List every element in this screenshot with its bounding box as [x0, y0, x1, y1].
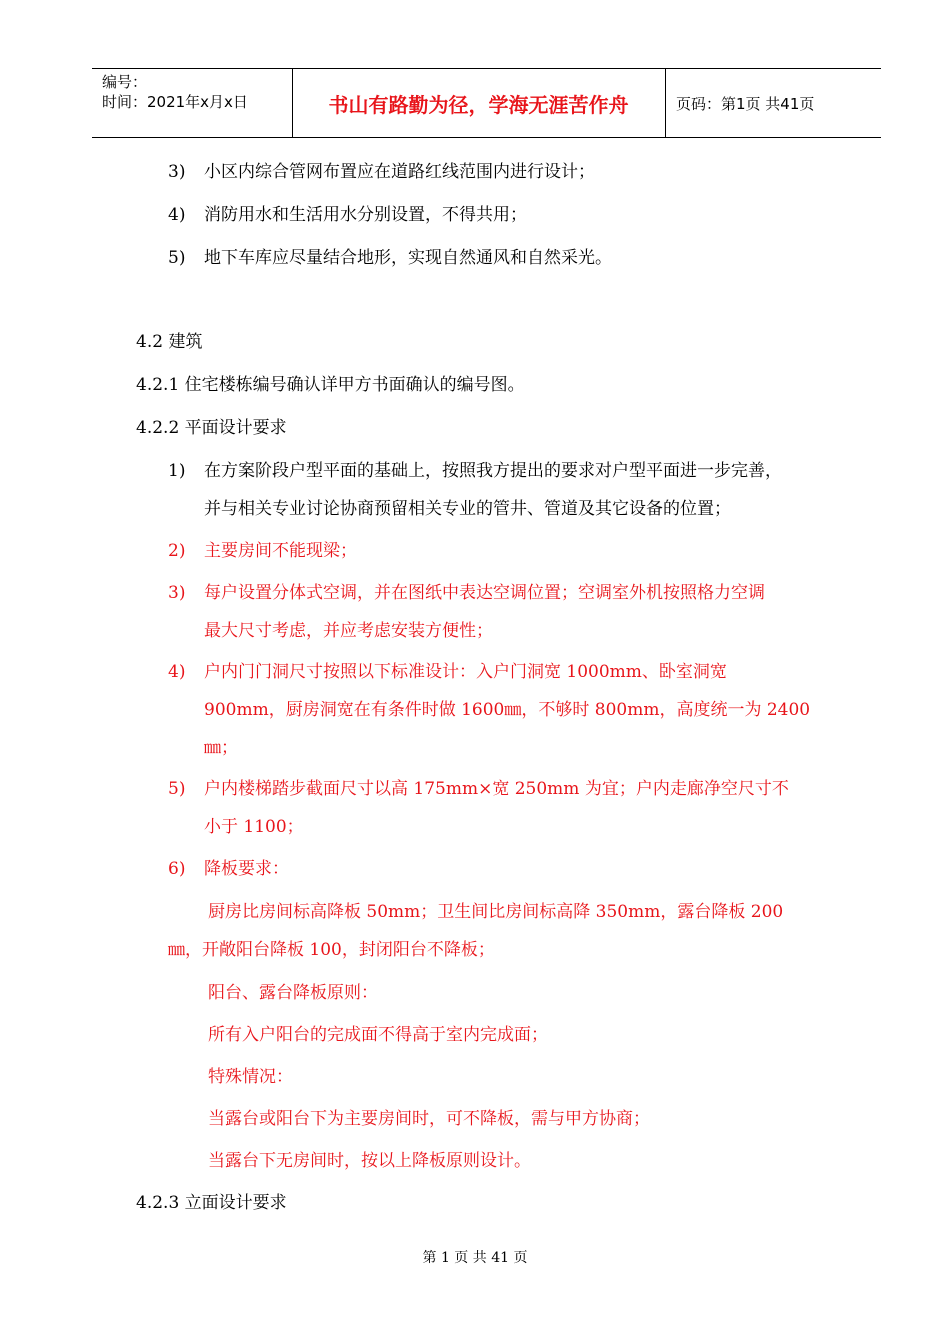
header-number-label: 编号： [102, 73, 148, 91]
list-item-number: 5) [168, 779, 186, 799]
list-item-text: 降板要求： [204, 859, 289, 879]
header-time-label: 时间：2021年x月x日 [102, 93, 248, 111]
list-item-number: 1) [168, 461, 186, 481]
page-header [92, 68, 881, 138]
page-footer: 第 1 页 共 41 页 [422, 1250, 528, 1266]
list-item-text: 地下车库应尽量结合地形，实现自然通风和自然采光。 [204, 248, 612, 268]
paragraph-line: 特殊情况： [208, 1067, 293, 1087]
list-item-text: 并与相关专业讨论协商预留相关专业的管井、管道及其它设备的位置； [204, 499, 731, 519]
list-item-text: 主要房间不能现梁； [204, 541, 357, 561]
header-motto: 书山有路勤为径，学海无涯苦作舟 [328, 93, 629, 117]
list-item-text: 户内门门洞尺寸按照以下标准设计：入户门洞宽 1000mm、卧室洞宽 [204, 662, 727, 682]
section-heading-4-2: 4.2 建筑 [136, 332, 203, 352]
list-item-number: 5) [168, 248, 186, 268]
list-item-number: 4) [168, 662, 186, 682]
header-meta [92, 69, 293, 137]
list-item-text: 900mm，厨房洞宽在有条件时做 1600㎜，不够时 800mm，高度统一为 2400 [204, 700, 811, 720]
section-heading-4-2-1: 4.2.1 住宅楼栋编号确认详甲方书面确认的编号图。 [136, 375, 525, 395]
header-page-label: 页码：第1页 共41页 [676, 95, 815, 113]
section-heading-4-2-3: 4.2.3 立面设计要求 [136, 1193, 287, 1213]
list-item-number: 3) [168, 583, 186, 603]
list-item-text: 消防用水和生活用水分别设置，不得共用； [204, 205, 527, 225]
paragraph-line: 所有入户阳台的完成面不得高于室内完成面； [208, 1025, 548, 1045]
list-item-text: 每户设置分体式空调，并在图纸中表达空调位置；空调室外机按照格力空调 [204, 583, 765, 603]
list-item-text: 户内楼梯踏步截面尺寸以高 175mm×宽 250mm 为宜；户内走廊净空尺寸不 [204, 779, 789, 799]
list-item-text: 在方案阶段户型平面的基础上，按照我方提出的要求对户型平面进一步完善， [204, 461, 782, 481]
list-item-text: 小区内综合管网布置应在道路红线范围内进行设计； [204, 162, 595, 182]
paragraph-line: 当露台或阳台下为主要房间时，可不降板，需与甲方协商； [208, 1109, 650, 1129]
paragraph-line: 当露台下无房间时，按以上降板原则设计。 [208, 1151, 531, 1171]
paragraph-line: 厨房比房间标高降板 50mm；卫生间比房间标高降 350mm，露台降板 200 [208, 902, 784, 922]
section-heading-4-2-2: 4.2.2 平面设计要求 [136, 418, 287, 438]
list-item-number: 2) [168, 541, 186, 561]
list-item-number: 4) [168, 205, 186, 225]
list-item-number: 3) [168, 162, 186, 182]
list-item-text: 最大尺寸考虑，并应考虑安装方便性； [204, 621, 493, 641]
header-page-cell [666, 69, 881, 137]
header-motto-cell [292, 69, 666, 137]
paragraph-line: 阳台、露台降板原则： [208, 983, 378, 1003]
list-item-text: 小于 1100； [204, 817, 304, 837]
list-item-text: ㎜； [204, 738, 238, 758]
paragraph-line: ㎜，开敞阳台降板 100，封闭阳台不降板； [168, 940, 495, 960]
list-item-number: 6) [168, 859, 186, 879]
